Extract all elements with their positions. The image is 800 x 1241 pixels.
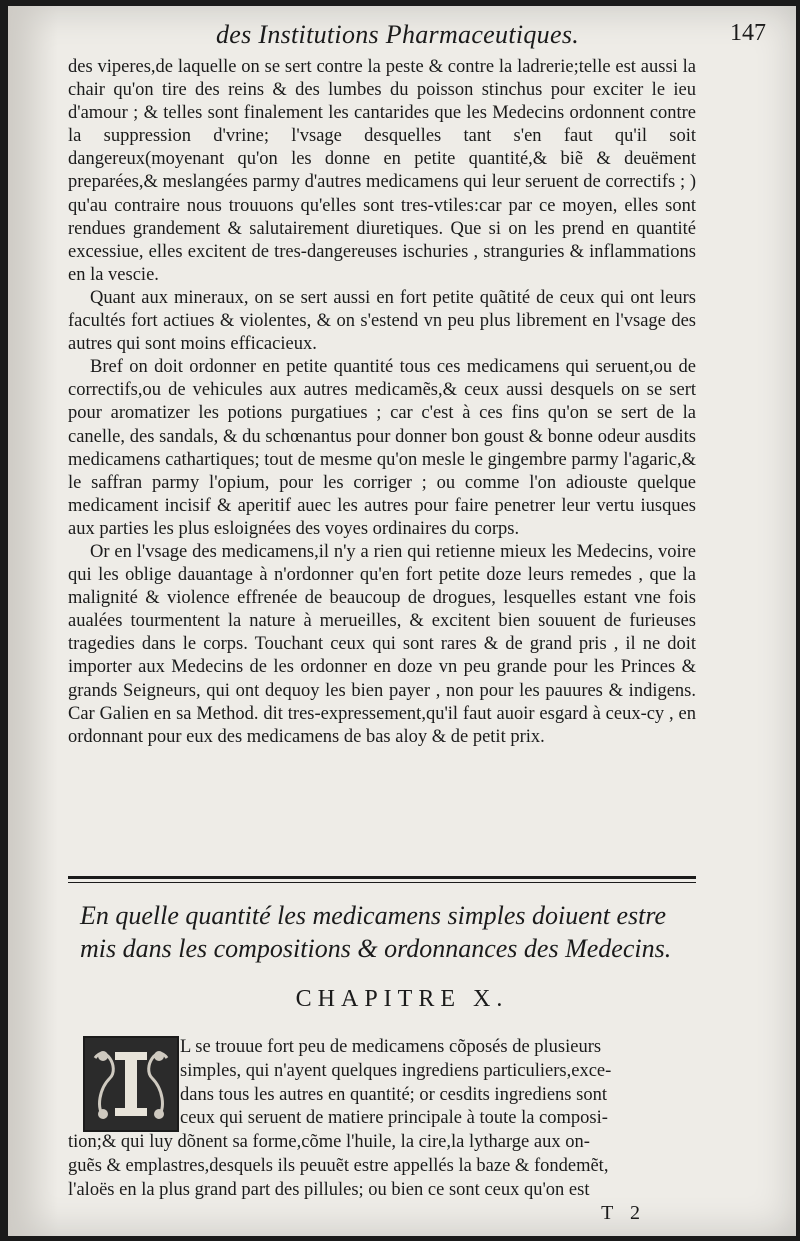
body-text <box>68 56 696 749</box>
section-rule-thick <box>68 876 696 879</box>
chapter-line-7: l'aloës en la plus grand part des pillules; ou bien ce sont ceux qu'on est <box>68 1179 590 1200</box>
gutter-shadow <box>8 6 58 1236</box>
paragraph-2: Quant aux mineraux, on se sert aussi en fort petite quãtité de ceux qui ont leurs facultés fort actiues & violentes, & on s'estend vn peu plus librement en l'vsage des autres qui sont moins efficacieux. <box>68 287 696 355</box>
dropcap-ornament-icon <box>85 1038 177 1130</box>
chapter-heading: CHAPITRE X. <box>295 986 509 1012</box>
chapter-line-2: simples, qui n'ayent quelques ingrediens particuliers,exce- <box>180 1060 612 1081</box>
running-title: des Institutions Pharmaceutiques. <box>216 20 580 49</box>
paragraph-4: Or en l'vsage des medicamens,il n'y a rien qui retienne mieux les Medecins, voire qui les oblige dauantage à n'ordonner qu'en fort petite doze leurs remedes , que la malignité & violence effrenée de beaucoup de drogues, lesquelles estant vne fois aualées tourmentent la nature à merueilles, & excitent bien souuent de furieuses tragedies dans le corps. Touchant ceux qui sont rares & de grand pris , il ne doit importer aux Medecins de les ordonner en doze vn peu grande pour les Princes & grands Seigneurs, qui ont dequoy les bien payer , non pour les pauures & indigens. Car Galien en sa Method. dit tres-expressement,qu'il faut auoir esgard à ceux-cy , en ordonnant pour eux des medicamens de bas aloy & de petit prix. <box>68 541 696 747</box>
page-number: 147 <box>730 20 766 46</box>
paragraph-3: Bref on doit ordonner en petite quantité tous ces medicamens qui seruent,ou de correctifs,ou de vehicules aux autres medicamẽs,& ceux aussi desquels on se sert pour aromatizer les potions purgatiues ; car c'est à ces fins qu'on se sert de la canelle, des sandals, & du schœnantus pour donner bon goust & bonne odeur ausdits medicamens cathartiques; tout de mesme qu'on mesle le gingembre parmy l'agaric,& le saffran parmy l'opium, pour les corriger ; ou comme l'on adiouste quelque medicament incisif & aperitif auec les autres pour faire penetrer leur vertu iusques aux parties les plus esloignées des voyes ordinaires du corps. <box>68 357 696 539</box>
page-header <box>8 20 796 60</box>
chapter-line-5: tion;& qui luy dõnent sa forme,cõme l'huile, la cire,la lytharge aux on- <box>68 1132 590 1153</box>
chapter-line-1: L se trouue fort peu de medicamens cõposés de plusieurs <box>180 1037 602 1057</box>
book-page <box>8 6 796 1236</box>
ornamental-dropcap <box>83 1036 179 1132</box>
section-title: En quelle quantité les medicamens simples doiuent estre mis dans les compositions & ordonnances des Medecins. <box>80 901 672 963</box>
paragraph-1: des viperes,de laquelle on se sert contre la peste & contre la ladrerie;telle est aussi la chair qu'on tire des reins & des lumbes du poisson stinchus pour exciter le ieu d'amour ; & telles sont finalement les cantarides que les Medecins ordonnent contre la suppression d'vrine; l'vsage desquelles tant s'en faut qu'il soit dangereux(moyenant qu'on les donne en petite quantité,& biẽ & deuëment preparées,& meslangées parmy d'autres medicamens qui leur seruent de correctifs ; ) qu'au contraire nous trouuons qu'elles sont tres-vtiles:car par ce moyen, elles sont rendues grandement & salutairement diuretiques. Que si on les prend en quantité excessiue, elles excitent de tres-dangereuses ischuries , stranguries & inflammations en la vescie. <box>68 57 696 285</box>
chapter-line-3: dans tous les autres en quantité; or cesdits ingrediens sont <box>180 1084 607 1105</box>
chapter-line-4: ceux qui seruent de matiere principale à toute la composi- <box>180 1108 608 1129</box>
signature-mark: T 2 <box>601 1202 646 1224</box>
chapter-line-6: guẽs & emplastres,desquels ils peuuẽt estre appellés la baze & fondemẽt, <box>68 1155 609 1176</box>
section-rule-thin <box>68 882 696 883</box>
